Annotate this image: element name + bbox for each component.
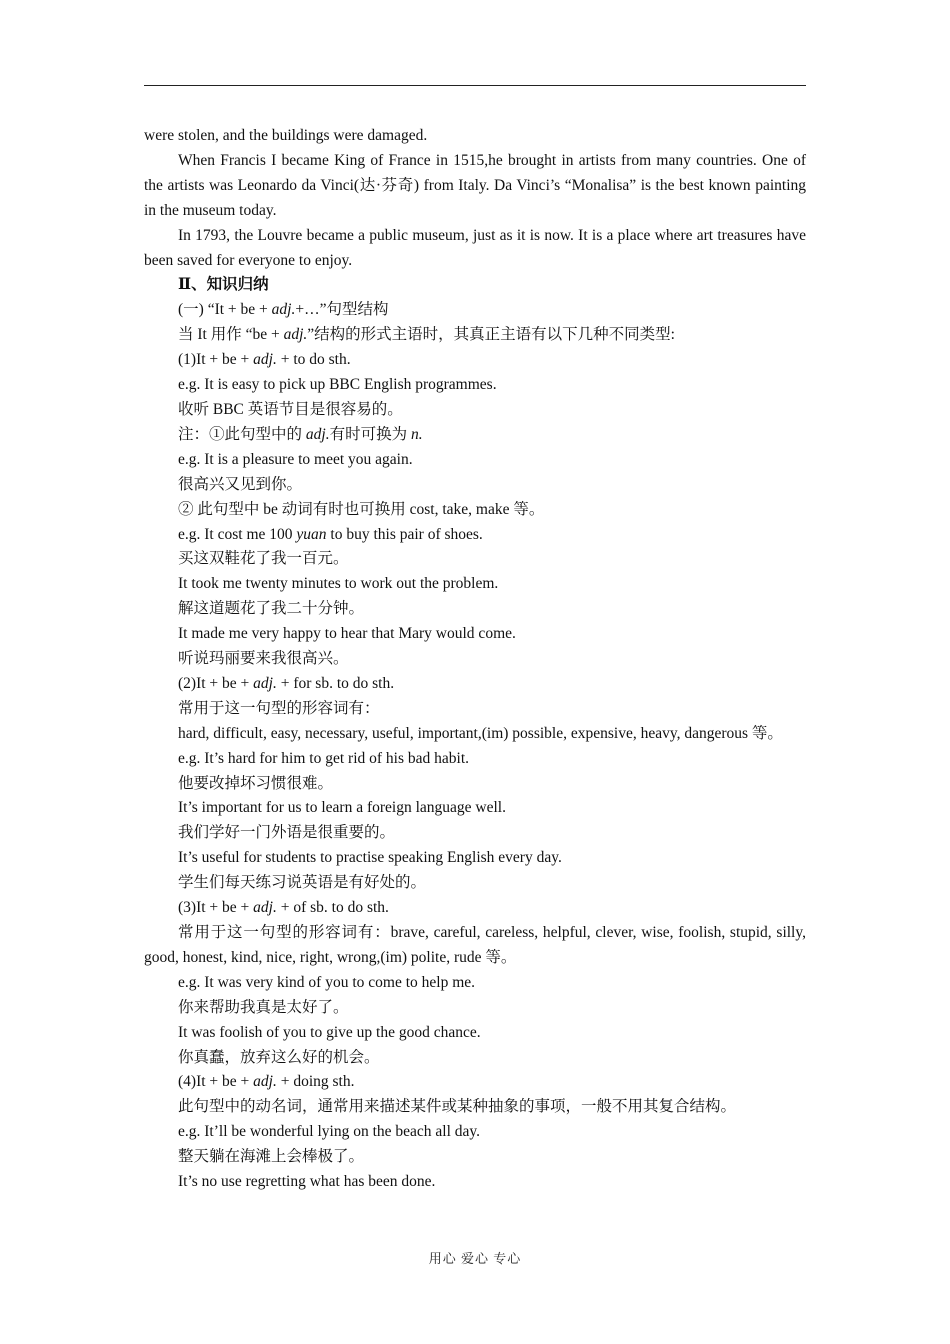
type2-common-label: 常用于这一句型的形容词有： — [178, 699, 380, 717]
type1-example-3-translation: 买这双鞋花了我一百元。 — [178, 550, 349, 568]
type1-example-4: It took me twenty minutes to work out the problem. — [178, 575, 499, 593]
type1-example-3: e.g. It cost me 100 yuan to buy this pair of shoes. — [178, 525, 483, 543]
type4-example-1: e.g. It’ll be wonderful lying on the beach all day. — [178, 1123, 481, 1141]
type2-example-3-translation: 学生们每天练习说英语是有好处的。 — [178, 874, 427, 892]
type1-example-5-translation: 听说玛丽要来我很高兴。 — [178, 650, 349, 668]
type4-description: 此句型中的动名词，通常用来描述某件或某种抽象的事项，一般不用其复合结构。 — [178, 1098, 737, 1116]
type4-example-1-translation: 整天躺在海滩上会棒极了。 — [178, 1148, 365, 1166]
section-heading: Ⅱ、知识归纳 — [178, 276, 269, 294]
type4-pattern: (4)It + be + adj. + doing sth. — [178, 1073, 355, 1091]
type2-adjectives: hard, difficult, easy, necessary, useful, important,(im) possible, expensive, heavy, dangerous 等。 — [178, 724, 783, 742]
type3-adjectives: 常用于这一句型的形容词有：brave, careful, careless, helpful, clever, wise, foolish, stupid, silly, good, honest, kind, nice, right, wrong,(im) polite, rude 等。 — [144, 924, 806, 966]
structure-intro: 当 It 用作 “be + adj.”结构的形式主语时，其真正主语有以下几种不同类型: — [178, 326, 675, 344]
type3-example-1-translation: 你来帮助我真是太好了。 — [178, 998, 349, 1016]
type2-example-3: It’s useful for students to practise speaking English every day. — [178, 849, 562, 867]
type1-example-2-translation: 很高兴又见到你。 — [178, 475, 303, 493]
structure-title: (一) “It + be + adj.+…”句型结构 — [178, 301, 389, 319]
type2-example-2-translation: 我们学好一门外语是很重要的。 — [178, 824, 396, 842]
type1-example-1: e.g. It is easy to pick up BBC English programmes. — [178, 376, 497, 394]
type1-example-2: e.g. It is a pleasure to meet you again. — [178, 450, 413, 468]
type1-example-1-translation: 收听 BBC 英语节目是很容易的。 — [178, 400, 403, 418]
type3-example-2: It was foolish of you to give up the good chance. — [178, 1023, 481, 1041]
type1-pattern: (1)It + be + adj. + to do sth. — [178, 351, 351, 369]
type3-example-2-translation: 你真蠢，放弃这么好的机会。 — [178, 1048, 380, 1066]
type1-example-5: It made me very happy to hear that Mary would come. — [178, 625, 516, 643]
paragraph-continuation: were stolen, and the buildings were damaged. — [144, 127, 428, 144]
type1-note-1: 注：①此句型中的 adj.有时可换为 n. — [178, 425, 423, 443]
page-footer: 用心 爱心 专心 — [428, 1251, 522, 1266]
type1-note-2: ② 此句型中 be 动词有时也可换用 cost, take, make 等。 — [178, 500, 545, 518]
type2-example-1: e.g. It’s hard for him to get rid of his bad habit. — [178, 749, 469, 767]
type1-example-4-translation: 解这道题花了我二十分钟。 — [178, 600, 365, 618]
type3-pattern: (3)It + be + adj. + of sb. to do sth. — [178, 899, 389, 917]
paragraph-francis: When Francis I became King of France in 1515,he brought in artists from many countries. One of the artists was Leonardo da Vinci(达·芬奇) from Italy. Da Vinci’s “Monalisa” is the best known painting in the museum today. — [144, 151, 806, 219]
type2-example-2: It’s important for us to learn a foreign language well. — [178, 799, 506, 817]
type4-example-2: It’s no use regretting what has been done. — [178, 1173, 436, 1191]
document-body — [144, 124, 806, 1195]
header-rule — [144, 85, 806, 86]
type2-example-1-translation: 他要改掉坏习惯很难。 — [178, 774, 334, 792]
type3-example-1: e.g. It was very kind of you to come to help me. — [178, 973, 476, 991]
paragraph-louvre: In 1793, the Louvre became a public museum, just as it is now. It is a place where art treasures have been saved for everyone to enjoy. — [144, 226, 806, 269]
type2-pattern: (2)It + be + adj. + for sb. to do sth. — [178, 674, 395, 692]
